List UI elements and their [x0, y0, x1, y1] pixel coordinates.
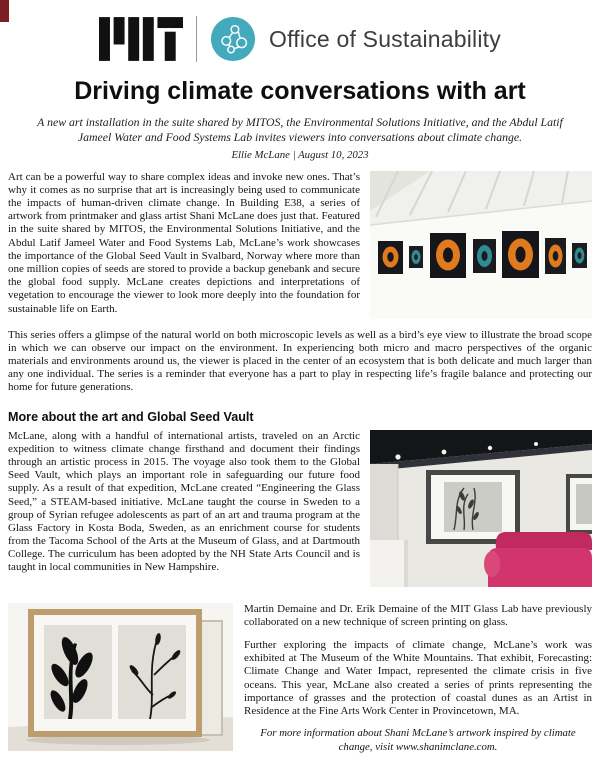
section-heading: More about the art and Global Seed Vault: [8, 409, 254, 424]
bottom-section: [8, 603, 592, 757]
mit-logo: [99, 17, 183, 61]
seed-vault-section: [8, 430, 592, 587]
para-glass-lab: Martin Demaine and Dr. Erik Demaine of the MIT Glass Lab have previously collaborated on a new technique of screen printing on glass.: [244, 602, 592, 628]
para-series: This series offers a glimpse of the natural world on both microscopic levels as well as a bird’s eye view to illustrate the broad scope in which we can observe our impact on the environment. In experiencing both micro and macro perspectives of the organic materials and environments around us, the viewer is placed in the center of an ecosystem that is both delicate and much larger than any one individual. The series is a reminder that everyone has a part to play in respecting life’s fragile balance and protecting our home for future generations.: [8, 328, 592, 394]
photo-colorful-gallery: [370, 171, 592, 319]
bottom-text-column: [244, 603, 592, 757]
logo-divider: [196, 16, 197, 62]
org-name: Office of Sustainability: [269, 25, 501, 52]
photo-gallery-couch: [370, 430, 592, 587]
article-subtitle: A new art installation in the suite shared by MITOS, the Environmental Solutions Initiative, and the Abdul Latif Jameel Water and Food Systems Lab invites viewers into conversations about climate change.: [37, 115, 563, 145]
byline: Ellie McLane | August 10, 2023: [231, 148, 369, 161]
intro-section: [8, 171, 592, 319]
para-exhibits: Further exploring the impacts of climate change, McLane’s work was exhibited at The Museum of the White Mountains. That exhibit, Forecasting: Climate Change and Water Impact, represented the climate crisis in five oceans. This year, McLane also created a series of prints representing the importance of grasses and the protection of coastal dunes as an Artist in Residence at the Fine Arts Work Center in Provincetown, MA.: [244, 638, 592, 717]
footer-text: For more information about Shani McLane’s artwork inspired by climate change, visit: [260, 727, 576, 754]
photo-framed-prints: [8, 603, 233, 751]
para-intro: Art can be a powerful way to share complex ideas and invoke new ones. That’s why it comes as no surprise that art is increasingly being used to communicate the impacts of human-driven climate change. In Building E38, a series of artwork from printmaker and glass artist Shani McLane does just that. Featured in the suite shared by MITOS, the Environmental Solutions Initiative, and the Abdul Latif Jameel Water and Food Systems Lab, McLane’s work showcases the importance of the Global Seed Vault in Svalbard, Norway where more than one million copies of seeds are stored to provide a backup genebank and secure the global food supply. McLane creates depictions and interpretations of vegetation to encourage the viewer to look more deeply into the foundation for sustainable life on Earth.: [8, 170, 360, 315]
para-seed-vault: McLane, along with a handful of international artists, traveled on an Arctic expedition to witness climate change firsthand and document their findings through an artistic process in 2015. The voyage also took them to the Global Seed Vault, which plays an important role in safeguarding our future food supply. As a result of that expedition, McLane created “Engineering the Glass Seed,” a STEAM-based initiative. McLane taught the course in Sweden to a group of Syrian refugee adolescents as part of an art and trauma program at the Glass Factory in Kosta Boda, Sweden, as an enrichment course for students from the Tacoma School of the Arts at the Museum of Glass, and at Dartmouth College. The curriculum has been adopted by the NH State Arts Council and is taught in local communities in New Hampshire.: [8, 429, 360, 574]
page-title: Driving climate conversations with art: [74, 77, 526, 105]
article-body: [0, 171, 600, 757]
footer-text-end: .: [494, 741, 498, 754]
footer-note: [244, 718, 592, 756]
sustainability-network-icon: [210, 16, 256, 62]
corner-bookmark: [0, 0, 9, 22]
header: [0, 0, 600, 62]
website-link[interactable]: www.shanimclane.com: [395, 741, 495, 754]
